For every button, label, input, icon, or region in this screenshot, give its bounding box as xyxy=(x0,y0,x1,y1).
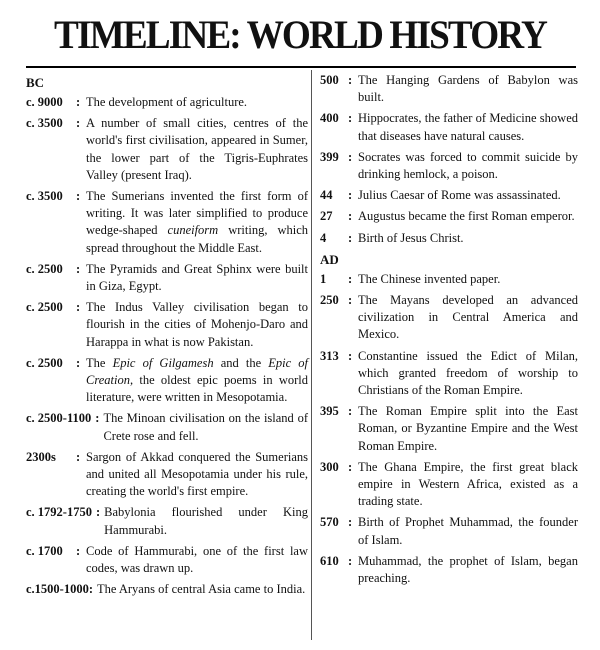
entry-date: 399 xyxy=(320,149,339,164)
entry-date: 44 xyxy=(320,188,333,203)
left-column xyxy=(26,72,308,602)
entry-text: The Pyramids and Great Sphinx were built in Giza, Egypt. xyxy=(86,261,308,294)
era-heading-ad: AD xyxy=(320,251,339,267)
entry-text: The Chinese invented paper. xyxy=(358,271,501,286)
timeline-entry xyxy=(320,149,578,183)
entry-date: 570 xyxy=(320,515,339,530)
timeline-entry xyxy=(320,72,578,106)
entry-text: Babylonia flourished under King Hammurabi. xyxy=(104,505,308,537)
timeline-entry xyxy=(320,514,578,548)
entry-colon: : xyxy=(348,271,353,286)
entry-text: Birth of Jesus Christ. xyxy=(358,230,464,245)
entry-date: c. 2500 xyxy=(26,261,63,276)
timeline-entry xyxy=(26,449,308,501)
entry-colon: : xyxy=(76,300,81,315)
entry-date: 313 xyxy=(320,348,339,363)
page-title: TIMELINE: WORLD HISTORY xyxy=(54,12,546,57)
entry-text: Sargon of Akkad conquered the Sumerians and united all Mesopotamia under his rule, creating the world's first empire. xyxy=(86,449,308,499)
entry-colon: : xyxy=(76,543,81,558)
entry-text: Code of Hammurabi, one of the first law codes, was drawn up. xyxy=(86,543,308,576)
entry-colon: : xyxy=(76,449,81,464)
entry-date: 27 xyxy=(320,209,333,224)
entry-colon: : xyxy=(348,348,353,363)
entry-date: 300 xyxy=(320,459,339,474)
timeline-entry xyxy=(320,403,578,455)
timeline-entry xyxy=(320,348,578,400)
timeline-entry xyxy=(26,410,308,444)
entry-colon: : xyxy=(348,293,353,308)
timeline-entry xyxy=(26,299,308,351)
entry-colon: : xyxy=(95,411,100,426)
entry-text: A number of small cities, centres of the world's first civilisation, appeared in Sumer, the lower part of the Tigris-Euphrates Valley (present Iraq). xyxy=(86,116,308,182)
entry-colon: : xyxy=(348,230,353,245)
timeline-entry xyxy=(26,581,308,598)
timeline-entry xyxy=(26,115,308,184)
entry-text: The Sumerians invented the first form of writing. It was later simplified to produce wedge-shaped cuneiform writing, which spread throughout the Middle East. xyxy=(86,189,308,255)
entry-text: The Mayans developed an advanced civilization in Central America and Mexico. xyxy=(358,293,578,342)
entry-date: c. 2500 xyxy=(26,300,63,315)
entry-text: The Roman Empire split into the East Roman, or Byzantine Empire and the West Roman Empire. xyxy=(358,404,578,453)
entry-date: c. 1792-1750 xyxy=(26,505,92,520)
entry-colon: : xyxy=(348,209,353,224)
entry-text: Muhammad, the prophet of Islam, began preaching. xyxy=(358,553,578,586)
entry-text: Constantine issued the Edict of Milan, which granted freedom of worship to Christians of the Roman Empire. xyxy=(358,348,578,398)
era-heading-bc: BC xyxy=(26,75,45,90)
entry-date: c. 3500 xyxy=(26,189,63,204)
entry-colon: : xyxy=(76,261,81,276)
entry-text: The Hanging Gardens of Babylon was built. xyxy=(358,73,578,105)
entry-date: c. 9000 xyxy=(26,95,63,109)
entry-date: 395 xyxy=(320,404,339,419)
entry-colon: : xyxy=(76,355,81,370)
timeline-entry xyxy=(320,292,578,344)
entry-date: 250 xyxy=(320,293,339,308)
entry-colon: : xyxy=(95,505,101,520)
entry-date: c. 3500 xyxy=(26,116,63,131)
entry-text: Hippocrates, the father of Medicine showed that diseases have natural causes. xyxy=(358,111,578,143)
entry-text: Julius Caesar of Rome was assassinated. xyxy=(358,188,561,203)
entry-text: Birth of Prophet Muhammad, the founder of Islam. xyxy=(358,515,578,547)
entry-colon: : xyxy=(348,73,353,87)
timeline-entry xyxy=(320,459,578,511)
entry-colon: : xyxy=(348,553,353,568)
entry-date: c. 2500-1100 xyxy=(26,411,92,426)
entry-date: 500 xyxy=(320,73,339,87)
timeline-entry xyxy=(26,543,308,577)
entry-colon: : xyxy=(348,149,353,164)
entry-date: c. 2500 xyxy=(26,355,63,370)
entry-colon: : xyxy=(348,111,353,126)
column-divider xyxy=(311,70,312,640)
entry-date: 400 xyxy=(320,111,339,126)
entry-text: The Epic of Gilgamesh and the Epic of Creation, the oldest epic poems in world literature, were written in Mesopotamia. xyxy=(86,355,309,405)
entry-text: Augustus became the first Roman emperor. xyxy=(358,209,575,224)
entry-date: c. 1700 xyxy=(26,543,63,558)
timeline-entry xyxy=(26,188,308,257)
entry-date: 610 xyxy=(320,553,339,568)
entry-date: 1 xyxy=(320,271,327,286)
timeline-entry xyxy=(320,110,578,144)
entry-text: Socrates was forced to commit suicide by drinking hemlock, a poison. xyxy=(358,149,578,182)
entry-date: c.1500-1000: xyxy=(26,582,93,597)
entry-text: The Ghana Empire, the first great black empire in Western Africa, existed as a trading state. xyxy=(358,459,578,509)
entry-colon: : xyxy=(76,116,81,131)
timeline-entry xyxy=(320,271,578,288)
timeline-entry xyxy=(320,553,578,587)
timeline-entry xyxy=(26,261,308,295)
entry-date: 4 xyxy=(320,230,327,245)
entry-colon: : xyxy=(348,188,353,203)
entry-colon: : xyxy=(348,404,353,419)
timeline-entry xyxy=(320,208,578,225)
timeline-entry xyxy=(320,230,578,247)
timeline-entry xyxy=(320,187,578,204)
entry-text: The Indus Valley civilisation began to flourish in the cities of Mohenjo-Daro and Harappa in what is now Pakistan. xyxy=(86,300,308,349)
entry-text: The development of agriculture. xyxy=(86,95,248,109)
entry-colon: : xyxy=(348,515,353,530)
entry-colon: : xyxy=(76,189,81,204)
entry-text: The Minoan civilisation on the island of Crete rose and fell. xyxy=(103,411,308,443)
entry-colon: : xyxy=(76,95,81,109)
entry-date: 2300s xyxy=(26,449,56,464)
title-rule xyxy=(26,66,576,68)
entry-text: The Aryans of central Asia came to India. xyxy=(97,582,306,597)
timeline-entry xyxy=(26,504,308,538)
right-column xyxy=(320,72,578,591)
timeline-entry xyxy=(26,94,308,111)
timeline-entry xyxy=(26,355,308,407)
entry-colon: : xyxy=(348,459,353,474)
